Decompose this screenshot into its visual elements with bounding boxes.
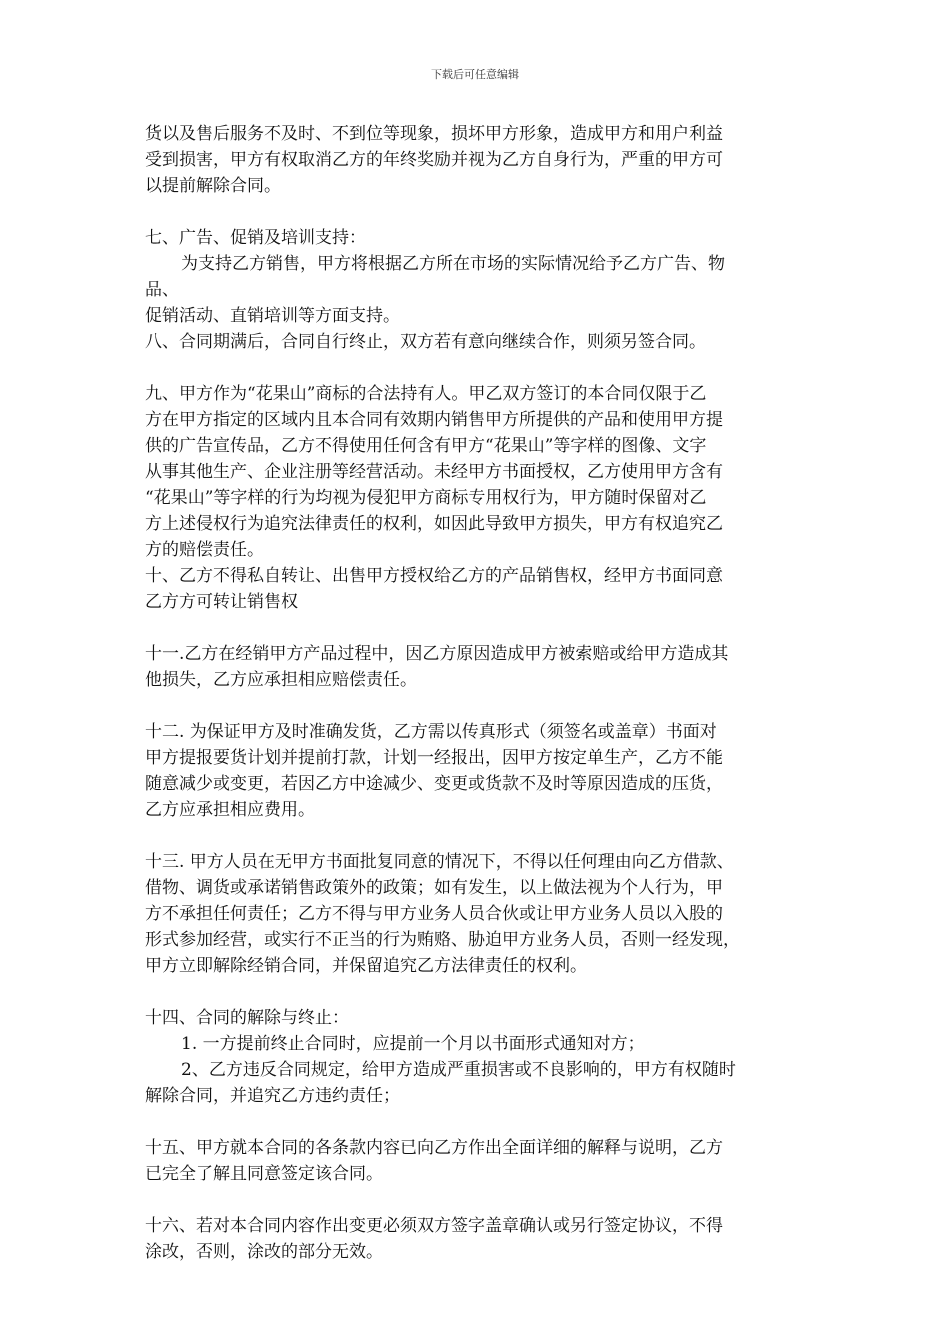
text-line: 十、乙方不得私自转让、出售甲方授权给乙方的产品销售权，经甲方书面同意: [145, 566, 723, 586]
paragraph-spacer: [145, 199, 817, 225]
paragraph-spacer: [145, 615, 817, 641]
text-line: 品、: [145, 280, 179, 300]
text-line: 供的广告宣传品，乙方不得使用任何含有甲方“花果山”等字样的图像、文字: [145, 436, 707, 456]
text-line: 十四、合同的解除与终止：: [145, 1008, 349, 1028]
text-line: 甲方立即解除经销合同，并保留追究乙方法律责任的权利。: [145, 956, 587, 976]
paragraph: [145, 1031, 817, 1083]
paragraph: [145, 251, 817, 277]
paragraph-spacer: [145, 1109, 817, 1135]
text-line: 从事其他生产、企业注册等经营活动。未经甲方书面授权，乙方使用甲方含有: [145, 462, 723, 482]
text-line: 十一.乙方在经销甲方产品过程中，因乙方原因造成甲方被索赔或给甲方造成其: [145, 644, 729, 664]
paragraph-spacer: [145, 355, 817, 381]
paragraph-spacer: [145, 979, 817, 1005]
text-line: “花果山”等字样的行为均视为侵犯甲方商标专用权行为，甲方随时保留对乙: [145, 488, 707, 508]
text-line: 八、合同期满后，合同自行终止，双方若有意向继续合作，则须另签合同。: [145, 332, 706, 352]
text-line: 2、乙方违反合同规定，给甲方造成严重损害或不良影响的，甲方有权随时: [181, 1060, 736, 1080]
paragraph-spacer: [145, 823, 817, 849]
text-line: 货以及售后服务不及时、不到位等现象，损坏甲方形象，造成甲方和用户利益: [145, 124, 723, 144]
paragraph: [145, 1135, 817, 1187]
paragraph: [145, 1213, 817, 1265]
text-line: 十六、若对本合同内容作出变更必须双方签字盖章确认或另行签定协议，不得: [145, 1216, 723, 1236]
paragraph: [145, 121, 817, 199]
text-line: 涂改，否则，涂改的部分无效。: [145, 1242, 383, 1262]
text-line: 方在甲方指定的区域内且本合同有效期内销售甲方所提供的产品和使用甲方提: [145, 410, 723, 430]
text-line: 甲方提报要货计划并提前打款，计划一经报出，因甲方按定单生产，乙方不能: [145, 748, 723, 768]
text-line: 十三. 甲方人员在无甲方书面批复同意的情况下，不得以任何理由向乙方借款、: [145, 852, 734, 872]
paragraph-spacer: [145, 693, 817, 719]
paragraph: [145, 381, 817, 615]
text-line: 1. 一方提前终止合同时，应提前一个月以书面形式通知对方；: [181, 1034, 645, 1054]
text-line: 他损失，乙方应承担相应赔偿责任。: [145, 670, 417, 690]
paragraph: [145, 641, 817, 693]
paragraph: [145, 277, 817, 355]
paragraph: [145, 719, 817, 823]
paragraph: [145, 225, 817, 251]
text-line: 十五、甲方就本合同的各条款内容已向乙方作出全面详细的解释与说明，乙方: [145, 1138, 723, 1158]
paragraph-spacer: [145, 1187, 817, 1213]
page-header: 下载后可任意编辑: [431, 68, 519, 81]
text-line: 以提前解除合同。: [145, 176, 281, 196]
text-line: 方上述侵权行为追究法律责任的权利，如因此导致甲方损失，甲方有权追究乙: [145, 514, 723, 534]
text-line: 乙方方可转让销售权: [145, 592, 298, 612]
text-line: 已完全了解且同意签定该合同。: [145, 1164, 383, 1184]
text-line: 十二. 为保证甲方及时准确发货，乙方需以传真形式（须签名或盖章）书面对: [145, 722, 717, 742]
text-line: 受到损害，甲方有权取消乙方的年终奖励并视为乙方自身行为，严重的甲方可: [145, 150, 723, 170]
text-line: 乙方应承担相应费用。: [145, 800, 315, 820]
text-line: 促销活动、直销培训等方面支持。: [145, 306, 400, 326]
text-line: 随意减少或变更，若因乙方中途减少、变更或货款不及时等原因造成的压货，: [145, 774, 723, 794]
text-line: 借物、调货或承诺销售政策外的政策；如有发生，以上做法视为个人行为，甲: [145, 878, 723, 898]
text-line: 七、广告、促销及培训支持：: [145, 228, 366, 248]
text-line: 九、甲方作为“花果山”商标的合法持有人。甲乙双方签订的本合同仅限于乙: [145, 384, 707, 404]
document-body: [145, 121, 817, 1265]
text-line: 形式参加经营，或实行不正当的行为贿赂、胁迫甲方业务人员，否则一经发现，: [145, 930, 740, 950]
text-line: 方的赔偿责任。: [145, 540, 264, 560]
paragraph: [145, 1005, 817, 1031]
text-line: 为支持乙方销售，甲方将根据乙方所在市场的实际情况给予乙方广告、物: [181, 254, 725, 274]
text-line: 方不承担任何责任；乙方不得与甲方业务人员合伙或让甲方业务人员以入股的: [145, 904, 723, 924]
paragraph: [145, 849, 817, 979]
text-line: 解除合同，并追究乙方违约责任；: [145, 1086, 400, 1106]
paragraph: [145, 1083, 817, 1109]
